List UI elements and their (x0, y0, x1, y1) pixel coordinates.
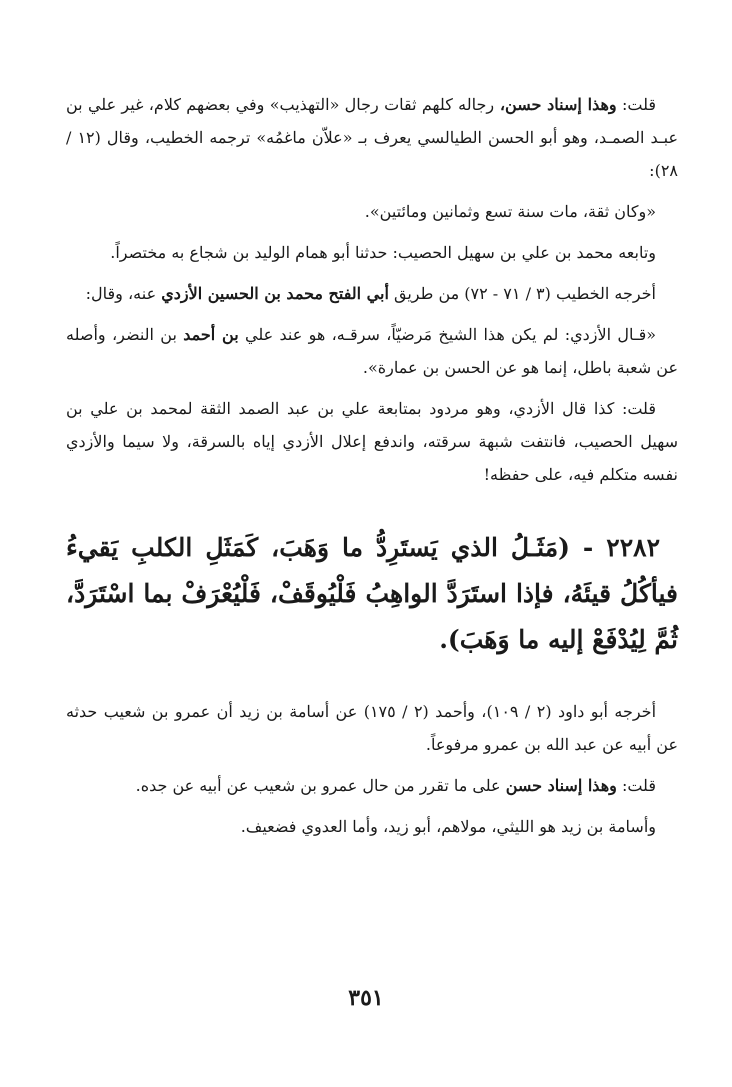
page-number: ٣٥١ (348, 985, 384, 1011)
paragraph-lead: أخرجه الخطيب (٣ / ٧١ - ٧٢) من طريق (388, 284, 656, 303)
paragraph (66, 769, 678, 802)
paragraph-lead: «قـال الأزدي: لم يكن هذا الشيخ مَرضيّاً، سرقـه، هو عند علي (238, 325, 656, 344)
paragraph-text: على ما تقرر من حال عمرو بن شعيب عن أبيه عن جده. (135, 776, 506, 795)
hadith-number: ٢٢٨٢ (606, 533, 660, 562)
paragraph (66, 392, 678, 491)
bold-text: وهذا إسناد حسن، (494, 95, 617, 114)
paragraph (66, 810, 678, 843)
hadith-heading (66, 525, 678, 663)
paragraph-text: أخرجه أبو داود (٢ / ١٠٩)، وأحمد (٢ / ١٧٥) عن أسامة بن زيد أن عمرو بن شعيب حدثه عن أبيه عن عبد الله بن عمرو مرفوعاً. (66, 702, 678, 754)
paragraph (66, 277, 678, 310)
paragraph-text: وتابعه محمد بن علي بن سهيل الحصيب: حدثنا أبو همام الوليد بن شجاع به مختصراً. (110, 243, 656, 262)
paragraph (66, 695, 678, 761)
paragraph-lead: قلت: (616, 95, 657, 114)
bold-text: بن أحمد (183, 325, 239, 344)
bold-text: أبي الفتح محمد بن الحسين الأزدي (161, 284, 389, 303)
paragraph-lead: قلت: (616, 776, 656, 795)
paragraph (66, 236, 678, 269)
bold-text: وهذا إسناد حسن (505, 776, 617, 795)
page-body (66, 88, 678, 851)
paragraph-text: وأسامة بن زيد هو الليثي، مولاهم، أبو زيد، وأما العدوي فضعيف. (240, 817, 656, 836)
paragraph-text: عنه، وقال: (85, 284, 162, 303)
paragraph (66, 318, 678, 384)
paragraph-text: بن النضر، وأصله عن شعبة باطل، إنما هو عن الحسن بن عمارة». (66, 325, 678, 377)
paragraph (66, 88, 678, 187)
paragraph (66, 195, 678, 228)
paragraph-text: رجاله كلهم ثقات رجال «التهذيب» وفي بعضهم كلام، غير علي بن عبـد الصمـد، وهو أبو الحسن الطيالسي يعرف بـ «علاّن ماغمُه» ترجمه الخطيب، وقال (١٢ / ٢٨): (66, 95, 678, 180)
paragraph-text: «وكان ثقة، مات سنة تسع وثمانين ومائتين». (364, 202, 656, 221)
hadith-text: - (مَثَـلُ الذي يَستَرِدُّ ما وَهَبَ، كَمَثَلِ الكلبِ يَقيءُ فيأكُلُ قيئَهُ، فإذا استَرَدَّ الواهِبُ فَلْيُوقَفْ، فَلْيُعْرَفْ بما اسْتَرَدَّ، ثُمَّ لِيُدْفَعْ إليه ما وَهَبَ). (66, 533, 678, 654)
paragraph-text: قلت: كذا قال الأزدي، وهو مردود بمتابعة علي بن عبد الصمد الثقة لمحمد بن علي بن سهيل الحصيب، فانتفت شبهة سرقته، واندفع إعلال الأزدي إياه بالسرقة، ولا سيما والأزدي نفسه متكلم فيه، على حفظه! (66, 399, 678, 484)
